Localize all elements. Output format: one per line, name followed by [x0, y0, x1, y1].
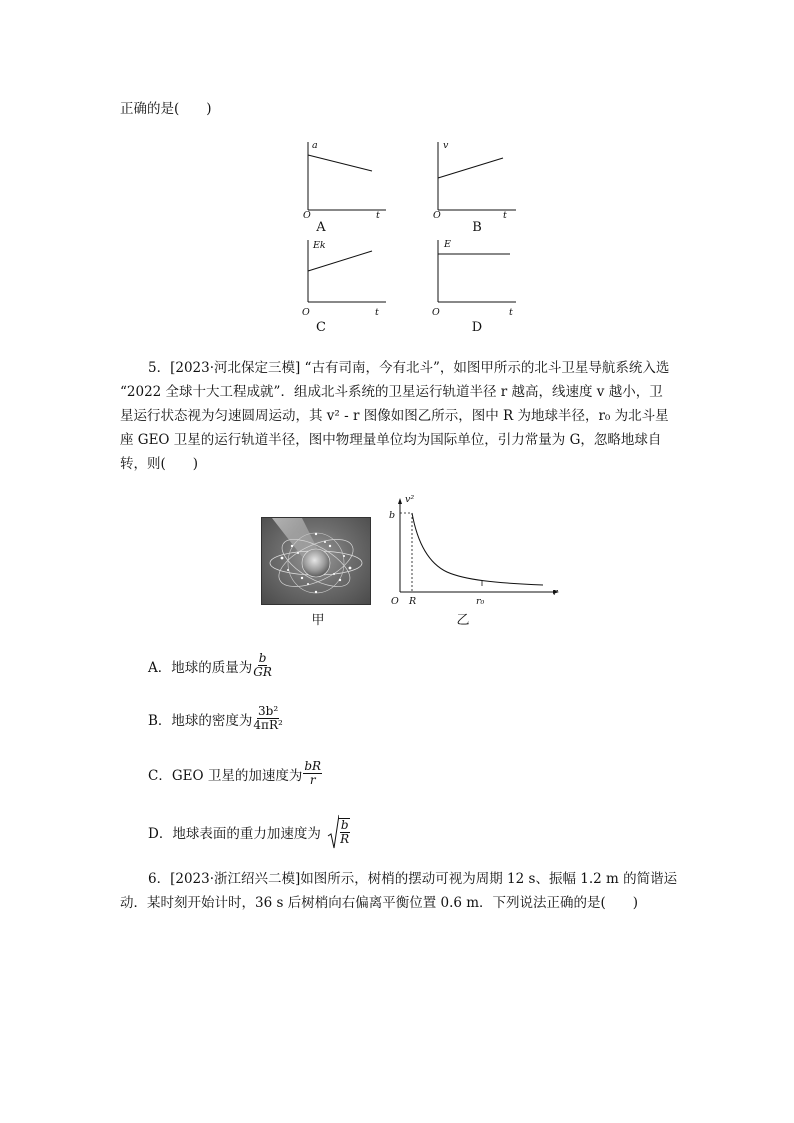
graph-b [430, 138, 520, 220]
graph-a-x-label: t [376, 210, 380, 221]
option-c-num: bR [304, 759, 322, 773]
option-a-num: b [258, 651, 267, 665]
graph-d-caption: D [471, 320, 483, 335]
option-d[interactable] [148, 814, 350, 850]
q5-line-2: “2022 全球十大工程成就”．组成北斗系统的卫星运行轨道半径 r 越高，线速度 v 越小，卫 [120, 384, 663, 400]
graph-c-caption: C [316, 320, 326, 335]
graph-c-origin: O [302, 307, 310, 318]
graph-c-y-label: Ek [313, 240, 326, 251]
fig-yi-b-label: b [389, 510, 396, 521]
q5-line-3: 星运行状态视为匀速圆周运动，其 v² - r 图像如图乙所示，图中 R 为地球半径，r₀ 为北斗星 [120, 408, 669, 424]
option-d-text: D．地球表面的重力加速度为 [148, 826, 321, 842]
option-b-text: B．地球的密度为 [148, 712, 253, 729]
option-d-sqrt [327, 814, 350, 850]
graph-b-x-label: t [503, 210, 507, 221]
option-d-num: b [340, 818, 349, 832]
graph-d-x-label: t [509, 307, 513, 318]
graph-b-y-label: v [443, 140, 449, 151]
fig-yi-origin: O [391, 596, 399, 607]
fig-yi-R-label: R [409, 596, 417, 607]
q5-line-1: 5．[2023·河北保定三模] “古有司南，今有北斗”，如图甲所示的北斗卫星导航系统入选 [148, 360, 670, 376]
graph-c-x-label: t [375, 307, 379, 318]
option-d-fraction [338, 818, 350, 846]
graph-c-line [308, 251, 372, 271]
fig-yi-r0-label: r₀ [476, 596, 485, 607]
fig-yi-curve [412, 513, 543, 585]
option-a-fraction [253, 652, 272, 679]
q6-line-2: 动．某时刻开始计时，36 s 后树梢向右偏离平衡位置 0.6 m．下列说法正确的是( ) [120, 895, 639, 911]
beidou-satellite-image [261, 517, 371, 605]
q5-line-4: 座 GEO 卫星的运行轨道半径，图中物理量单位均为国际单位，引力常量为 G，忽略地球自 [120, 432, 662, 448]
fig-yi-graph [385, 494, 565, 609]
fig-yi-y-label: v² [405, 494, 415, 505]
option-c-fraction [303, 760, 322, 787]
q6-line-1: 6．[2023·浙江绍兴二模]如图所示，树梢的摆动可视为周期 12 s、振幅 1.2 m 的简谐运 [148, 871, 678, 887]
q5-line-5: 转，则( ) [120, 456, 199, 472]
fig-jia-caption: 甲 [311, 613, 325, 628]
graph-b-origin: O [433, 210, 441, 221]
option-a[interactable] [148, 652, 272, 679]
option-c-text: C．GEO 卫星的加速度为 [148, 767, 303, 784]
option-c[interactable] [148, 760, 322, 787]
graph-b-line [438, 158, 503, 178]
graph-d [430, 236, 520, 318]
option-a-den: GR [253, 665, 272, 679]
fig-yi-caption: 乙 [456, 613, 470, 628]
fig-yi-x-label: r [553, 587, 558, 598]
option-b-den: 4πR² [253, 718, 283, 732]
graph-a-line [308, 155, 372, 171]
graph-d-origin: O [432, 307, 440, 318]
graph-a-origin: O [303, 210, 311, 221]
option-b-num: 3b² [258, 704, 279, 718]
graph-a [300, 138, 390, 220]
graph-c [300, 236, 390, 318]
graph-b-caption: B [472, 220, 482, 235]
graph-d-y-label: E [444, 239, 451, 250]
option-d-den: R [340, 832, 350, 846]
graph-a-y-label: a [312, 140, 318, 151]
option-b-fraction [253, 705, 282, 732]
q4-tail-text: 正确的是( ) [120, 101, 212, 117]
graph-a-caption: A [316, 220, 326, 235]
option-a-text: A．地球的质量为 [148, 659, 253, 676]
option-b[interactable] [148, 705, 283, 732]
option-c-den: r [309, 773, 316, 787]
